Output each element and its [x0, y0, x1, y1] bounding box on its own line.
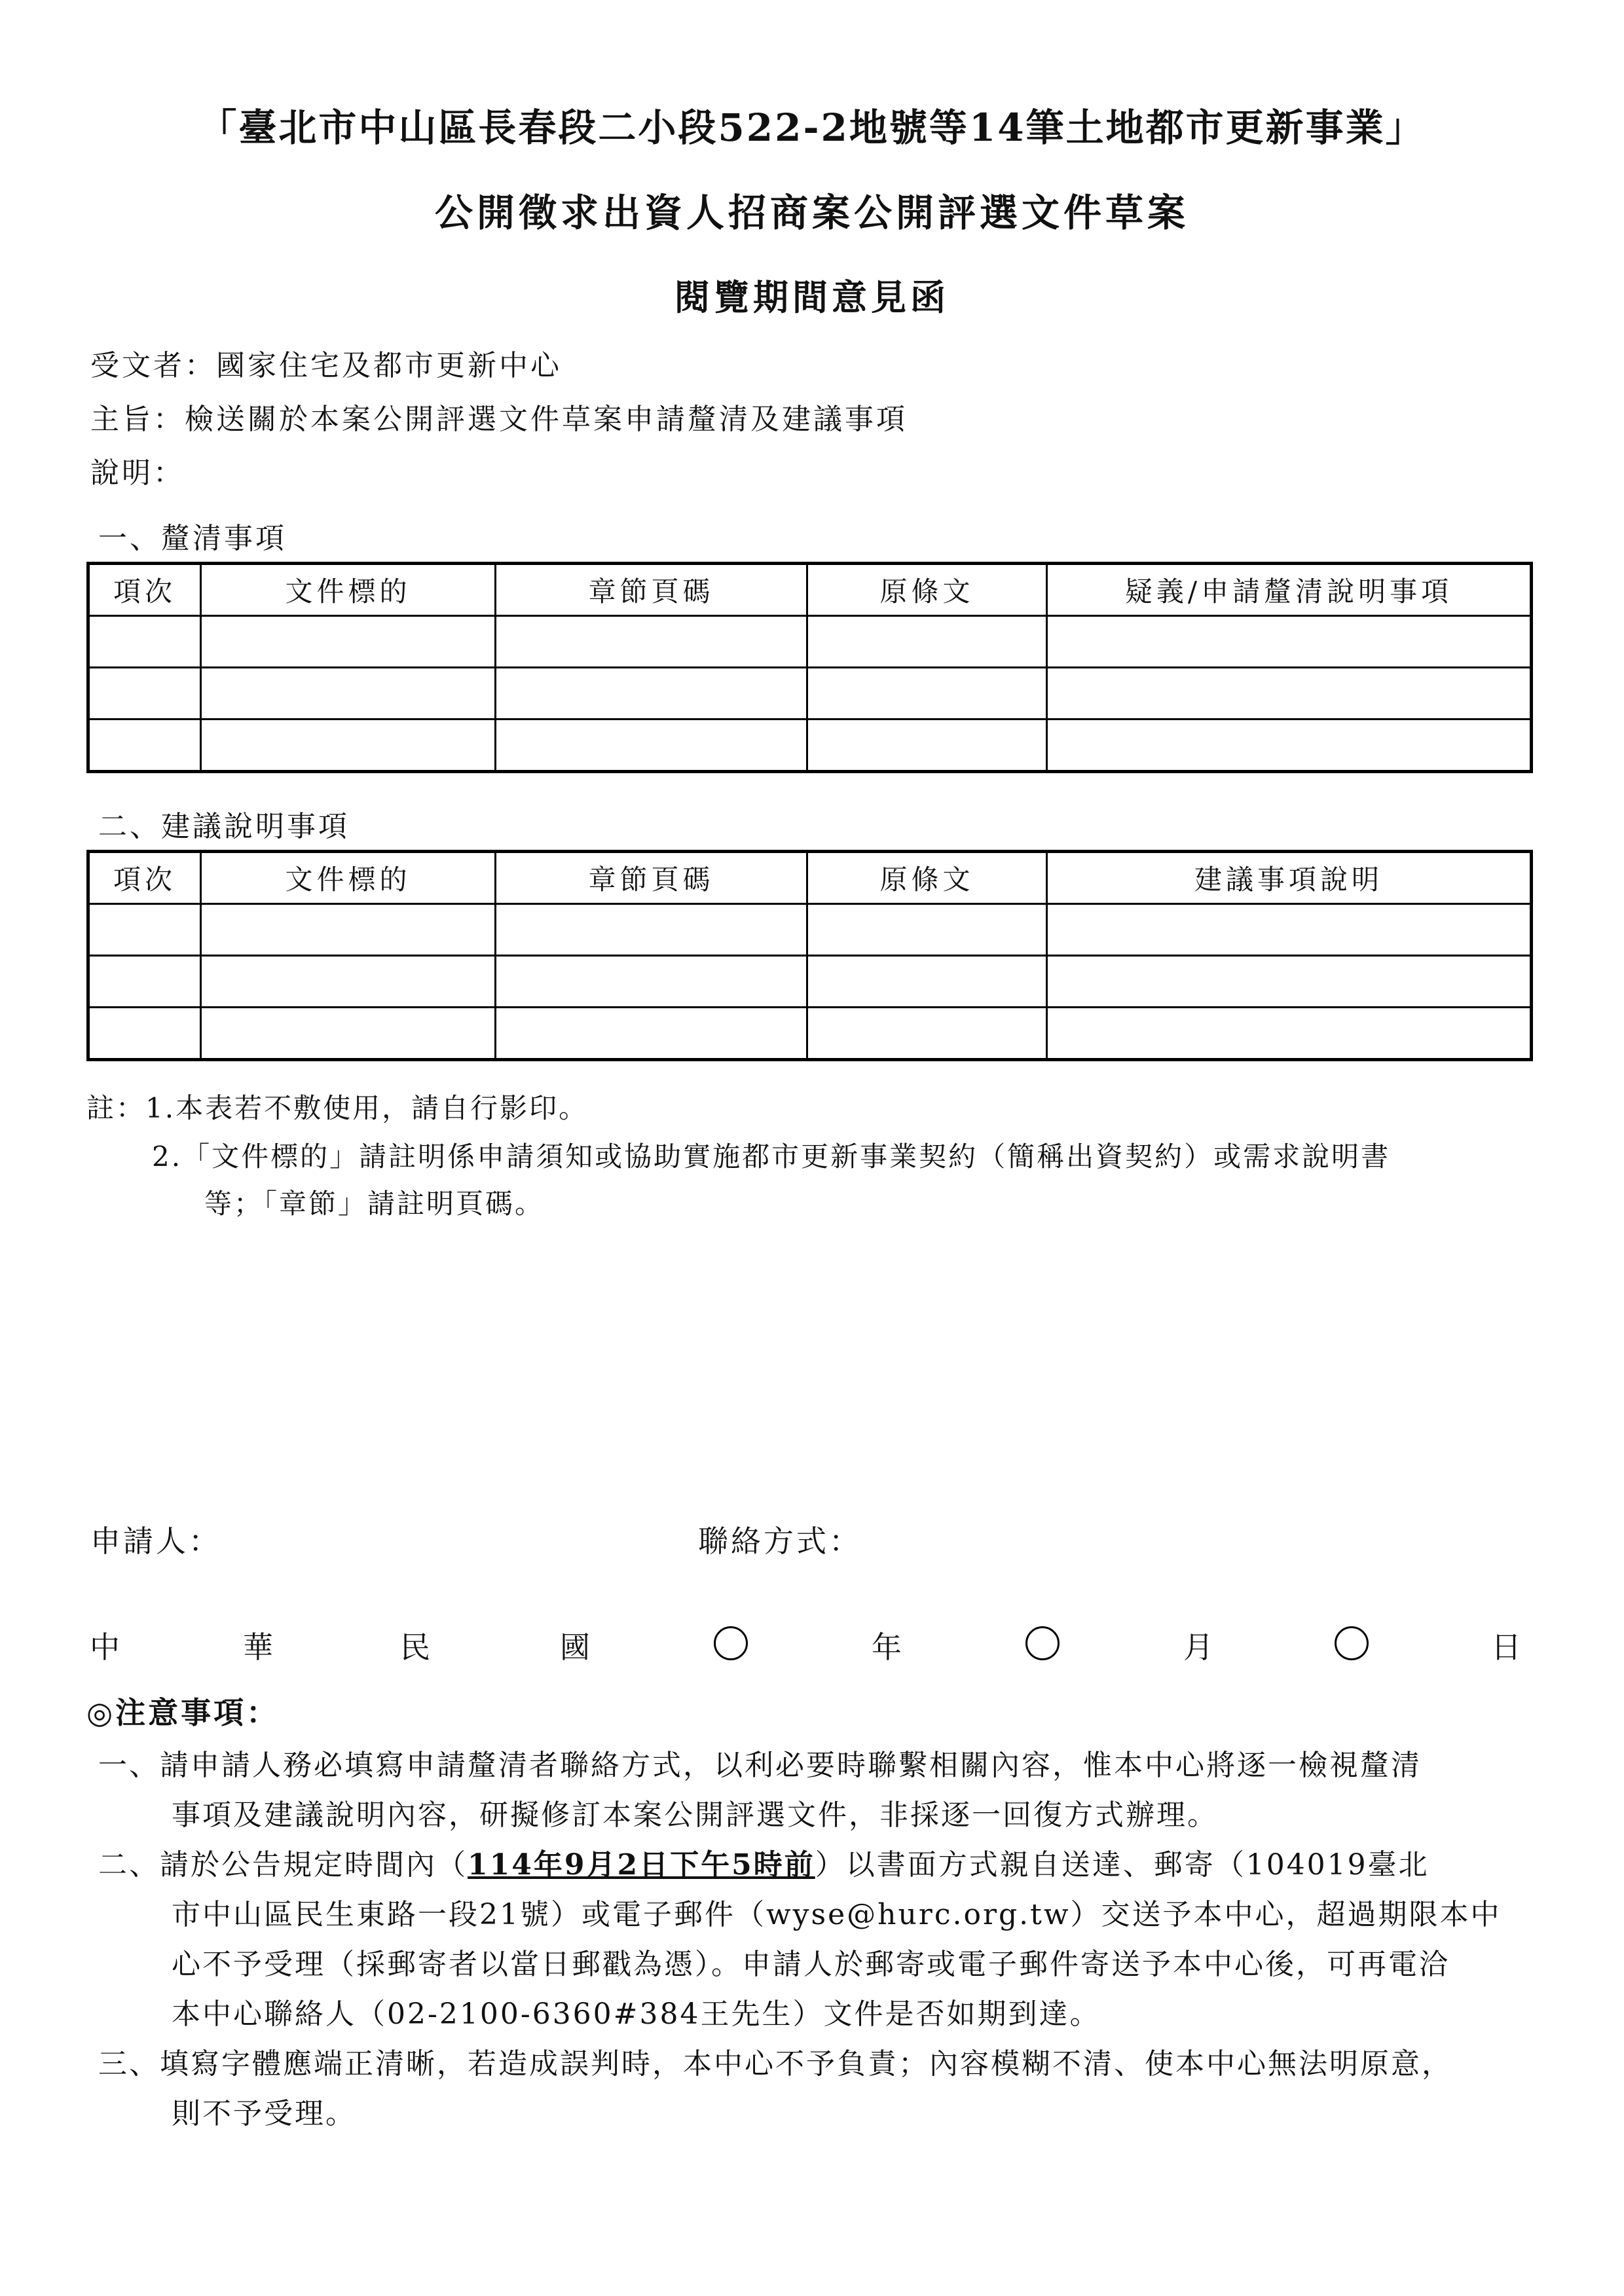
table-cell[interactable]: [1047, 1008, 1532, 1060]
table-header-row: [88, 564, 1532, 616]
table-cell[interactable]: [496, 904, 807, 956]
suggestion-table: [86, 850, 1533, 1061]
date-char-year: 年: [872, 1630, 902, 1665]
recipient-line: 受文者：國家住宅及都市更新中心: [90, 349, 562, 382]
col-header-document: 文件標的: [201, 852, 496, 904]
table-cell[interactable]: [201, 1008, 496, 1060]
attention-item-3-line2: 則不予受理。: [172, 2097, 356, 2130]
attention-item-2-line2: 市中山區民生東路一段21號）或電子郵件（wyse@hurc.org.tw）交送予本中心，超過期限本中: [172, 1898, 1502, 1931]
table-cell[interactable]: [807, 956, 1047, 1008]
attention-title: ◎注意事項：: [86, 1695, 280, 1730]
explanation-label: 說明：: [90, 456, 185, 490]
clarification-table: [86, 562, 1533, 773]
col-header-chapter-page: 章節頁碼: [496, 564, 807, 616]
date-char-min: 民: [400, 1630, 430, 1665]
col-header-original-text: 原條文: [807, 564, 1047, 616]
col-header-original-text: 原條文: [807, 852, 1047, 904]
contact-label: 聯絡方式：: [698, 1523, 862, 1559]
deadline-text: 114年9月2日下午5時前: [468, 1848, 815, 1882]
table-cell[interactable]: [1047, 956, 1532, 1008]
table-cell[interactable]: [1047, 616, 1532, 668]
attention-item-2-line4: 本中心聯絡人（02-2100-6360#384王先生）文件是否如期到達。: [172, 1997, 1101, 2031]
date-char-zhong: 中: [90, 1630, 120, 1665]
section1-title: 一、釐清事項: [98, 522, 287, 555]
table-cell[interactable]: [807, 1008, 1047, 1060]
table-cell[interactable]: [807, 668, 1047, 720]
col-header-chapter-page: 章節頁碼: [496, 852, 807, 904]
table-row: [88, 668, 1532, 720]
attention-item-2-line1: [98, 1841, 1430, 1883]
table-row: [88, 616, 1532, 668]
attention-item-2-pre: 二、請於公告規定時間內（: [98, 1848, 468, 1882]
table-cell[interactable]: [201, 904, 496, 956]
form-title: 閱覽期間意見函: [674, 276, 950, 318]
table-cell[interactable]: [807, 720, 1047, 772]
attention-item-2-line3: 心不予受理（採郵寄者以當日郵戳為憑）。申請人於郵寄或電子郵件寄送予本中心後，可再電洽: [172, 1948, 1450, 1981]
col-header-clarification: 疑義/申請釐清說明事項: [1047, 564, 1532, 616]
table-cell[interactable]: [496, 668, 807, 720]
table-cell[interactable]: [807, 616, 1047, 668]
table-cell[interactable]: [201, 668, 496, 720]
table-cell[interactable]: [496, 956, 807, 1008]
table-cell[interactable]: [1047, 720, 1532, 772]
table-cell[interactable]: [201, 616, 496, 668]
day-blank-circle[interactable]: [1335, 1626, 1369, 1660]
table-cell[interactable]: [201, 720, 496, 772]
attention-item-1-line1: 一、請申請人務必填寫申請釐清者聯絡方式，以利必要時聯繫相關內容，惟本中心將逐一檢視釐清: [98, 1749, 1422, 1782]
section2-title: 二、建議說明事項: [98, 810, 350, 843]
table-header-row: [88, 852, 1532, 904]
document-title: 「臺北市中山區長春段二小段522-2地號等14筆土地都市更新事業」: [198, 105, 1426, 150]
document-subtitle: 公開徵求出資人招商案公開評選文件草案: [434, 191, 1189, 235]
table-cell[interactable]: [88, 956, 201, 1008]
month-blank-circle[interactable]: [1025, 1626, 1060, 1660]
table-row: [88, 1008, 1532, 1060]
col-header-suggestion: 建議事項說明: [1047, 852, 1532, 904]
table-cell[interactable]: [496, 616, 807, 668]
table-row: [88, 904, 1532, 956]
table-cell[interactable]: [88, 720, 201, 772]
date-char-hua: 華: [243, 1630, 273, 1665]
table-cell[interactable]: [1047, 904, 1532, 956]
col-header-item-no: 項次: [88, 852, 201, 904]
table-cell[interactable]: [1047, 668, 1532, 720]
table-row: [88, 956, 1532, 1008]
table-cell[interactable]: [88, 1008, 201, 1060]
col-header-item-no: 項次: [88, 564, 201, 616]
table-cell[interactable]: [807, 904, 1047, 956]
table-cell[interactable]: [88, 904, 201, 956]
year-blank-circle[interactable]: [714, 1626, 748, 1660]
note-2-line1: 2.「文件標的」請註明係申請須知或協助實施都市更新事業契約（簡稱出資契約）或需求說明書: [152, 1140, 1391, 1173]
col-header-document: 文件標的: [201, 564, 496, 616]
subject-line: 主旨：檢送關於本案公開評選文件草案申請釐清及建議事項: [90, 403, 908, 436]
table-cell[interactable]: [496, 720, 807, 772]
table-row: [88, 720, 1532, 772]
table-cell[interactable]: [201, 956, 496, 1008]
date-char-guo: 國: [560, 1630, 590, 1665]
attention-item-1-line2: 事項及建議說明內容，研擬修訂本案公開評選文件，非採逐一回復方式辦理。: [172, 1798, 1218, 1832]
attention-item-2-post: ）以書面方式親自送達、郵寄（104019臺北: [815, 1848, 1430, 1882]
note-1: 註：1.本表若不敷使用，請自行影印。: [86, 1092, 589, 1124]
attention-item-3-line1: 三、填寫字體應端正清晰，若造成誤判時，本中心不予負責；內容模糊不清、使本中心無法明原意，: [98, 2047, 1452, 2081]
table-cell[interactable]: [88, 616, 201, 668]
date-char-day: 日: [1491, 1630, 1521, 1665]
date-char-month: 月: [1183, 1630, 1213, 1665]
table-cell[interactable]: [88, 668, 201, 720]
table-cell[interactable]: [496, 1008, 807, 1060]
note-2-line2: 等；「章節」請註明頁碼。: [204, 1188, 545, 1220]
applicant-label: 申請人：: [90, 1523, 221, 1559]
